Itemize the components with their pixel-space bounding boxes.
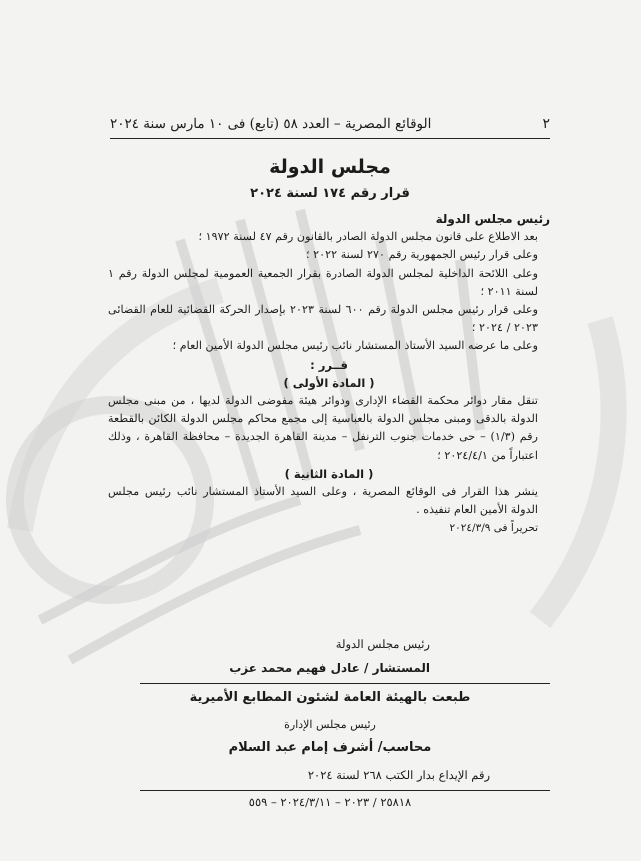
- preamble-item: وعلى قرار رئيس مجلس الدولة رقم ٦٠٠ لسنة ٢٠٢٣ بإصدار الحركة القضائية للعام القضائى ٢٠٢٣ / ٢٠٢٤ ؛: [108, 303, 538, 335]
- article-1-text: تنقل مقار دوائر محكمة القضاء الإدارى ودوائر هيئة مفوضى الدولة لديها ، من مبنى مجلس الدولة بالدقى ومبنى مجلس الدولة بالعباسية إلى مجمع محاكم مجلس الدولة الكائن بالقطعة رقم (١/٣) – حى خدمات جنوب الترنفل – مدينة القاهرة الجديدة – محافظة القاهرة ، وذلك اعتباراً من ٢٠٢٤/٤/١ ؛: [108, 394, 539, 462]
- preamble-item: بعد الاطلاع على قانون مجلس الدولة الصادر بالقانون رقم ٤٧ لسنة ١٩٧٢ ؛: [198, 230, 538, 244]
- issued-date: تحريراً فى ٢٠٢٤/٣/٩: [449, 522, 538, 535]
- issuer-heading: رئيس مجلس الدولة: [435, 212, 550, 226]
- deposit-number: رقم الإيداع بدار الكتب ٢٦٨ لسنة ٢٠٢٤: [307, 768, 490, 782]
- signature-block: [110, 632, 430, 680]
- publication-line: الوقائع المصرية – العدد ٥٨ (تابع) فى ١٠ مارس سنة ٢٠٢٤: [110, 116, 432, 132]
- decree-number: قرار رقم ١٧٤ لسنة ٢٠٢٤: [250, 186, 410, 201]
- preamble-item: وعلى اللائحة الداخلية لمجلس الدولة الصادرة بقرار الجمعية العمومية لمجلس الدولة رقم ١ لسنة ٢٠١١ ؛: [108, 266, 538, 298]
- decree-body: [108, 210, 550, 538]
- page-title: مجلس الدولة: [269, 156, 391, 178]
- page-number: ٢: [542, 116, 550, 132]
- print-codes: ٢٥٨١٨ / ٢٠٢٣ – ٢٠٢٤/٣/١١ – ٥٥٩: [248, 795, 412, 809]
- divider: [140, 790, 550, 791]
- page-header: [110, 116, 550, 139]
- article-2-text: ينشر هذا القرار فى الوقائع المصرية ، وعلى السيد الأستاذ المستشار نائب رئيس مجلس الدولة الأمين العام تنفيذه .: [108, 485, 538, 517]
- preamble-item: وعلى ما عرضه السيد الأستاذ المستشار نائب رئيس مجلس الدولة الأمين العام ؛: [172, 339, 538, 353]
- printer-line: طبعت بالهيئة العامة لشئون المطابع الأميرية: [189, 690, 471, 705]
- signatory-title: رئيس مجلس الدولة: [335, 637, 430, 651]
- decided-heading: قــرر :: [310, 357, 348, 372]
- chair-name: محاسب/ أشرف إمام عبد السلام: [228, 740, 432, 755]
- preamble-item: وعلى قرار رئيس الجمهورية رقم ٢٧٠ لسنة ٢٠٢٢ ؛: [305, 248, 538, 262]
- signatory-name: المستشار / عادل فهيم محمد عزب: [229, 661, 430, 675]
- article-1-heading: ( المادة الأولى ): [283, 375, 375, 390]
- chair-title: رئيس مجلس الإدارة: [284, 718, 376, 731]
- article-2-heading: ( المادة الثانية ): [284, 466, 374, 481]
- divider: [140, 683, 550, 684]
